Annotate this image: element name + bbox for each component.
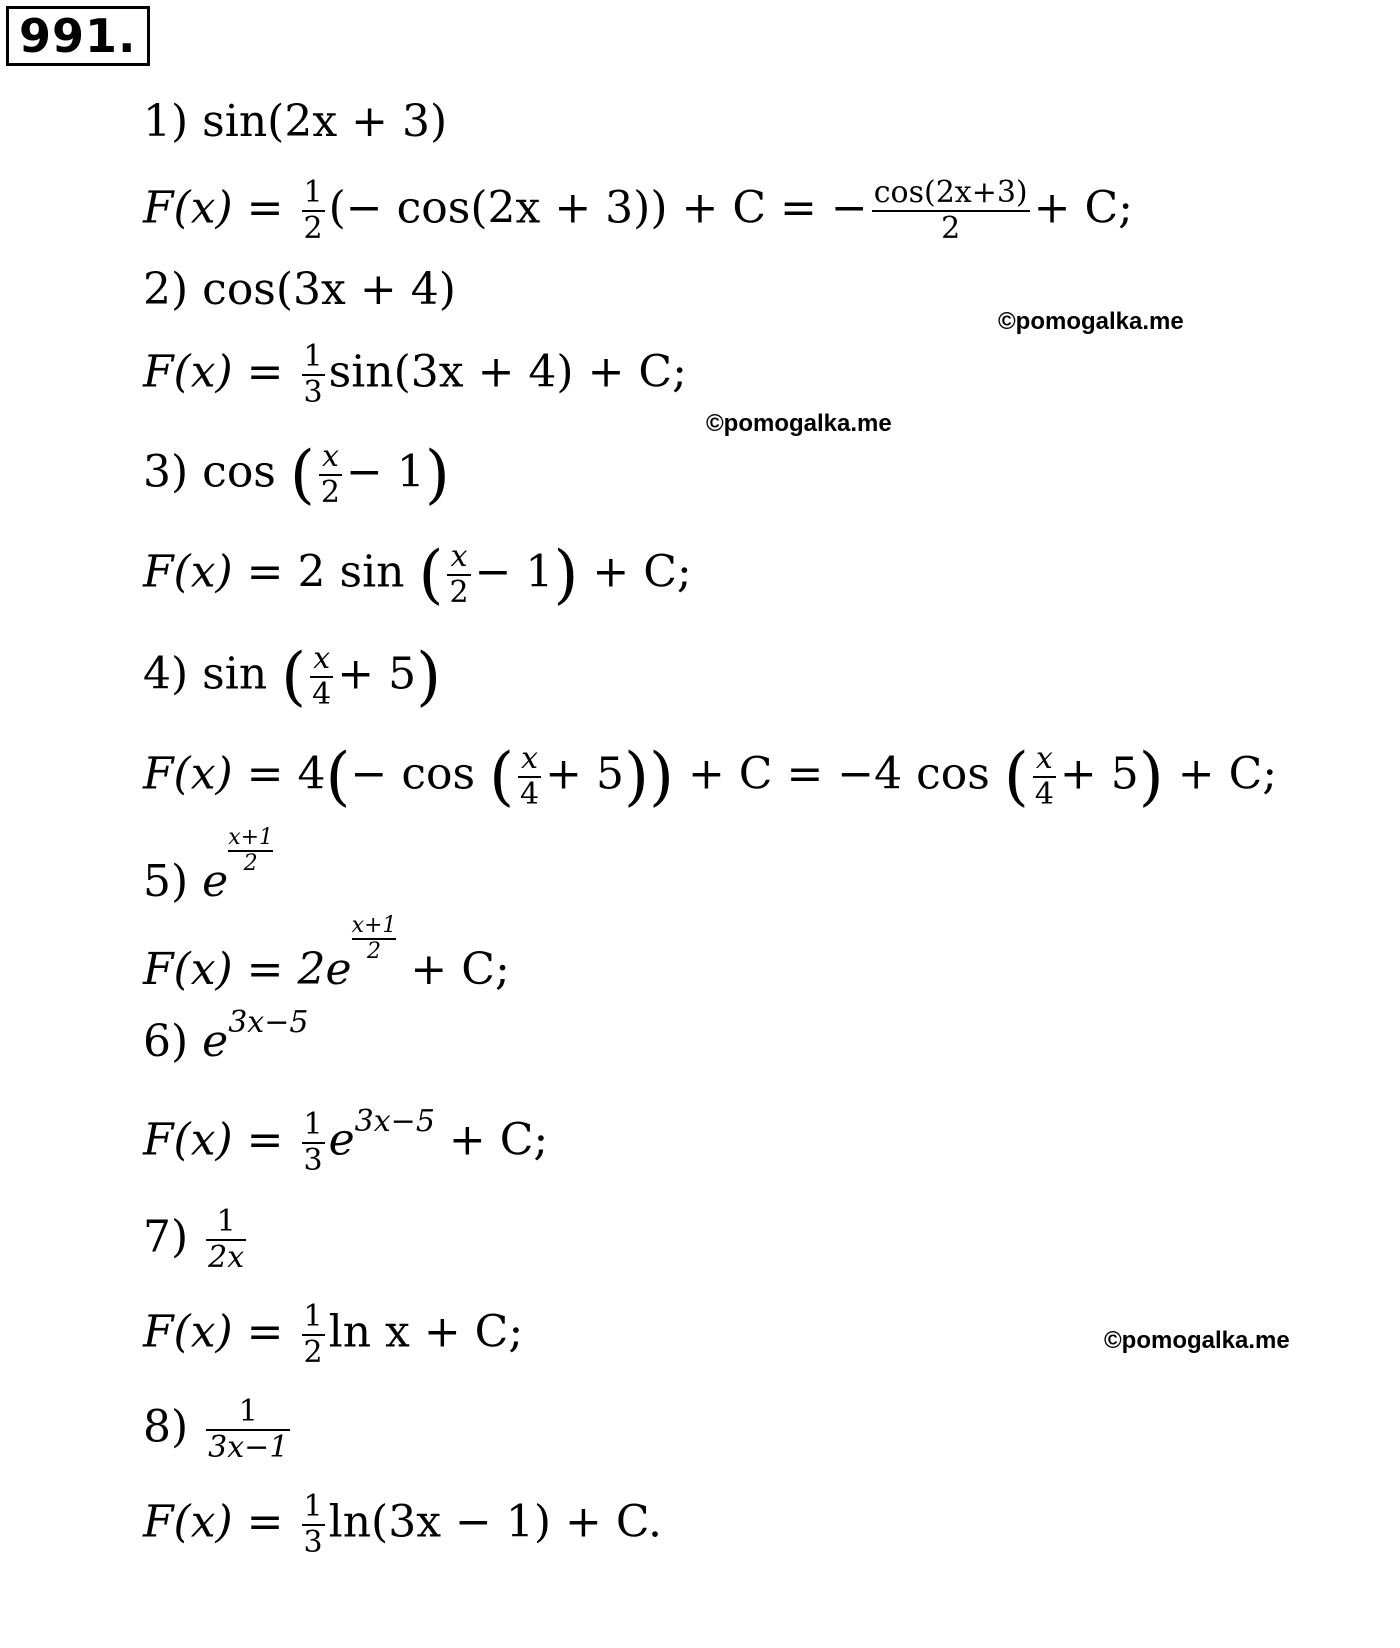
answer-mid: + C = −4 cos (687, 748, 990, 800)
exp-base: e (202, 1016, 229, 1067)
watermark: ©pomogalka.me (706, 410, 892, 437)
fraction: $\frac{1}{3}$ (303, 1107, 323, 1178)
exponent-fraction: $\frac{x+1}{2}$ (351, 912, 397, 964)
inner-function: − cos (350, 748, 476, 800)
answer-body: ln x + C; (328, 1306, 524, 1358)
answer-lhs: F(x) = (143, 1496, 284, 1548)
exponent: 3x−5 (354, 1103, 435, 1139)
fraction: $\frac{1}{2}$ (303, 1299, 323, 1370)
answer-rest: + 5 (545, 748, 624, 800)
item-8-task (143, 1395, 294, 1465)
exp-base: e (328, 1114, 355, 1166)
exponent-fraction: $\frac{x+1}{2}$ (228, 824, 274, 876)
item-label: 5) (143, 856, 189, 907)
problem-number: 991. (6, 6, 150, 66)
exponent: 3x−5 (228, 1005, 309, 1040)
item-label: 3) (143, 446, 189, 498)
answer-lhs: F(x) = (143, 748, 284, 800)
watermark: ©pomogalka.me (998, 308, 1184, 335)
answer-lhs: F(x) = (143, 944, 284, 995)
item-5-task (143, 824, 274, 912)
answer-tail: + C; (1033, 182, 1133, 234)
function-name: cos (202, 446, 276, 498)
fraction: $\frac{1}{2x}$ (208, 1204, 245, 1275)
function-name: sin (202, 648, 268, 700)
item-label: 8) (143, 1401, 189, 1453)
item-3-task: 3) cos ( $\frac{x}{2}$ − 1) (143, 438, 450, 512)
item-4-answer: F(x) = 4(− cos ( $\frac{x}{4}$ + 5)) + C = −4 cos ( $\frac{x}{4}$ + 5) + C; (143, 740, 1278, 814)
answer-lhs: F(x) = (143, 546, 284, 598)
item-label: 4) (143, 648, 189, 700)
item-label: 2) (143, 264, 189, 315)
item-3-answer: F(x) = 2 sin ( $\frac{x}{2}$ − 1) + C; (143, 538, 692, 612)
item-label: 1) (143, 96, 189, 147)
task-rest: − 1 (345, 446, 425, 498)
answer-lhs: F(x) = (143, 182, 284, 234)
fraction: $\frac{\cos(2x+3)}{2}$ (873, 175, 1028, 246)
item-2-task (143, 260, 456, 320)
fraction: $\frac{x}{2}$ (320, 439, 340, 510)
answer-pre: 4 (297, 748, 326, 800)
answer-rest: − 1 (474, 546, 554, 598)
item-6-task (143, 1005, 309, 1077)
item-7-task (143, 1205, 250, 1275)
answer-body: (− cos(2x + 3)) + C = (328, 182, 817, 234)
item-6-answer (143, 1103, 549, 1178)
fraction: $\frac{x}{2}$ (449, 539, 469, 610)
watermark: ©pomogalka.me (1104, 1327, 1290, 1354)
answer-pre: 2 sin (297, 546, 405, 598)
answer-pre: 2e (297, 944, 352, 995)
item-5-answer (143, 912, 510, 1000)
answer-tail: + C; (410, 944, 510, 995)
answer-lhs: F(x) = (143, 1114, 284, 1166)
item-1-task (143, 92, 447, 152)
fraction: $\frac{1}{2}$ (303, 175, 323, 246)
fraction: $\frac{1}{3x-1}$ (208, 1394, 289, 1465)
answer-body: sin(3x + 4) + C; (328, 346, 687, 398)
fraction: $\frac{x}{4}$ (1034, 741, 1054, 812)
answer-body: ln(3x − 1) + C. (328, 1496, 662, 1548)
fraction: $\frac{1}{3}$ (303, 1489, 323, 1560)
item-label: 6) (143, 1016, 189, 1067)
answer-tail: + C; (448, 1114, 549, 1166)
task-expression: sin(2x + 3) (202, 96, 448, 147)
minus-sign: − (830, 182, 868, 234)
answer-rest: + 5 (1059, 748, 1139, 800)
answer-lhs: F(x) = (143, 1306, 284, 1358)
item-2-answer (143, 340, 687, 410)
answer-tail: + C; (1177, 748, 1278, 800)
fraction: $\frac{x}{4}$ (520, 741, 540, 812)
item-1-answer (143, 176, 1133, 246)
exp-base: e (202, 856, 229, 907)
answer-lhs: F(x) = (143, 346, 284, 398)
fraction: $\frac{x}{4}$ (312, 641, 332, 712)
task-rest: + 5 (337, 648, 417, 700)
item-4-task: 4) sin ( $\frac{x}{4}$ + 5) (143, 640, 442, 714)
fraction: $\frac{1}{3}$ (303, 339, 323, 410)
item-label: 7) (143, 1211, 189, 1263)
item-7-answer (143, 1300, 523, 1370)
item-8-answer (143, 1490, 662, 1560)
answer-tail: + C; (592, 546, 692, 598)
task-expression: cos(3x + 4) (202, 264, 456, 315)
